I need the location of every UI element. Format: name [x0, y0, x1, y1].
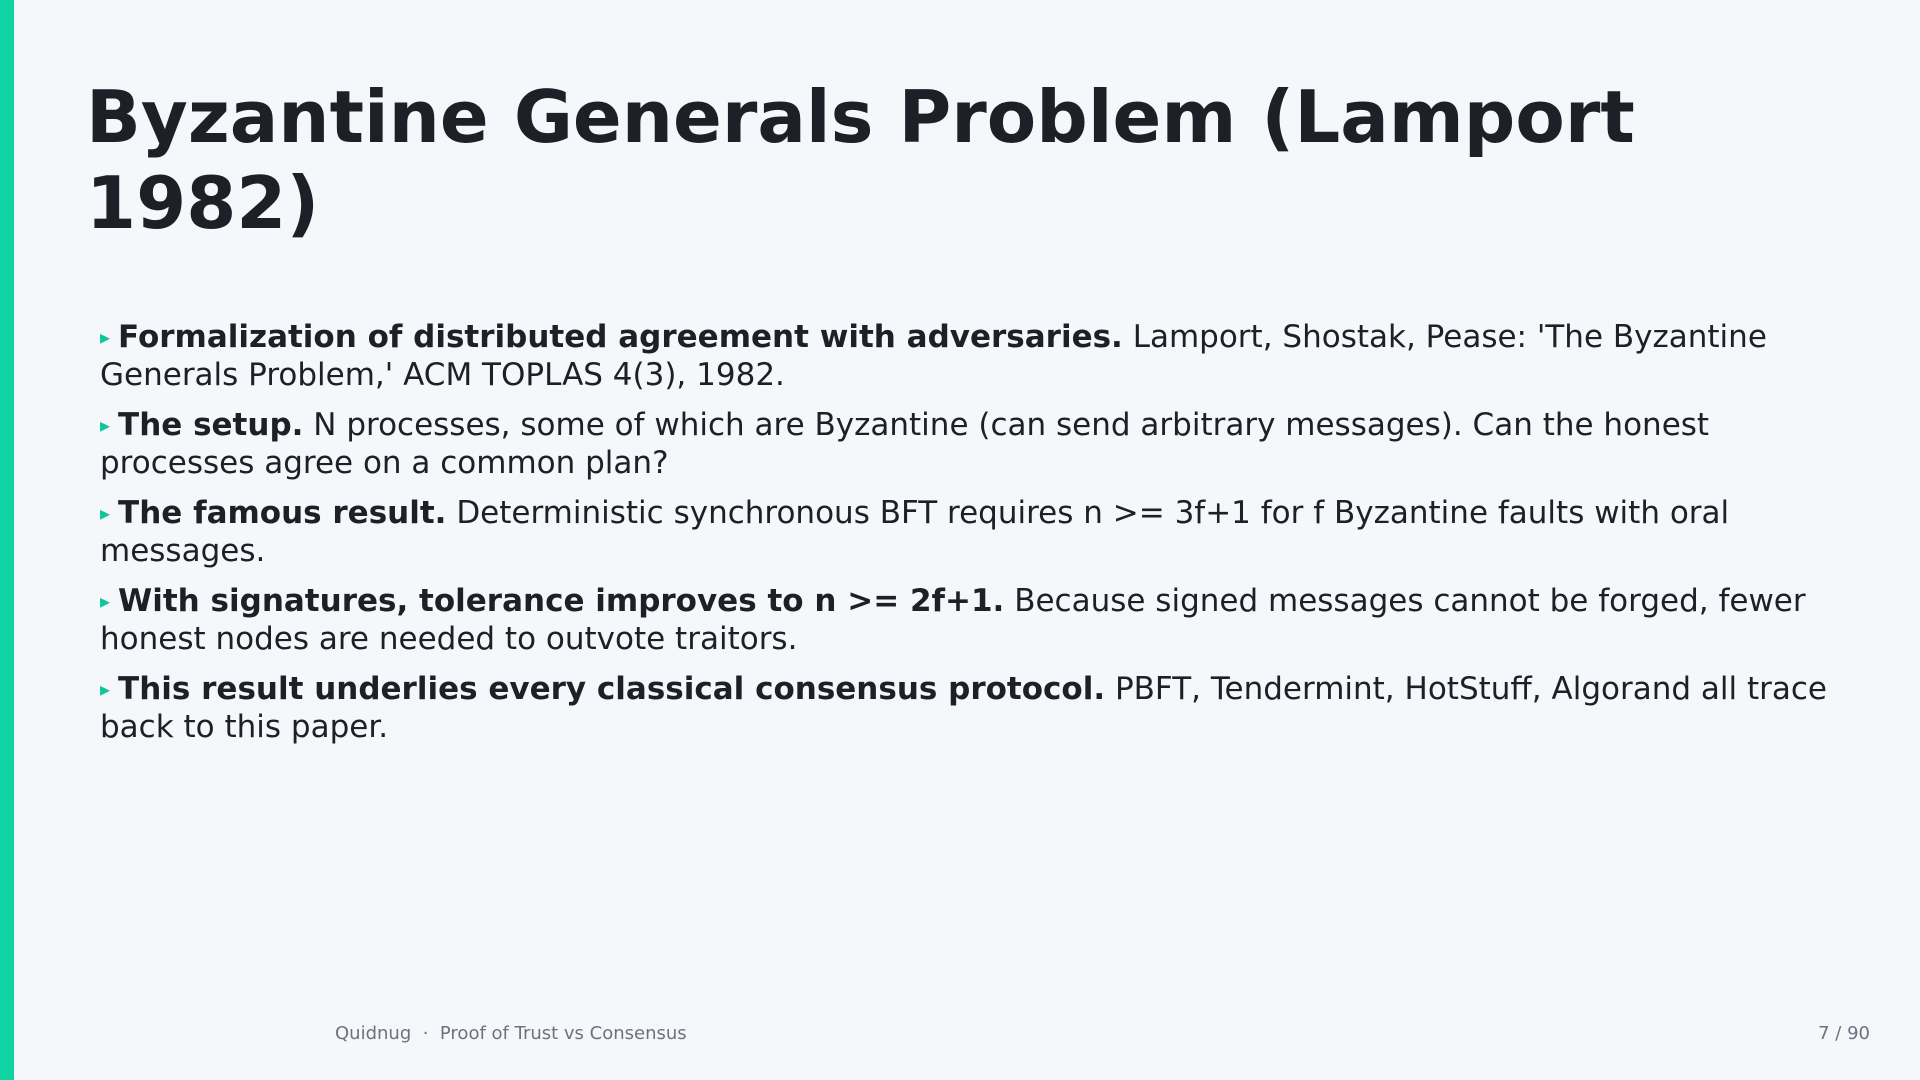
bullet-list: [100, 318, 1840, 758]
page-number: 7 / 90: [1818, 1023, 1870, 1044]
bullet-item: [100, 582, 1840, 658]
bullet-text: Because signed messages cannot be forged, fewer honest nodes are needed to outvote traitors.: [100, 583, 1806, 657]
triangle-bullet-icon: ▸: [100, 677, 111, 701]
footer-deck-info: [335, 1023, 687, 1044]
bullet-lead: With signatures, tolerance improves to n >= 2f+1.: [118, 583, 1005, 619]
footer-brand: Quidnug: [335, 1023, 412, 1044]
slide-title: Byzantine Generals Problem (Lamport 1982): [86, 75, 1635, 245]
bullet-text: PBFT, Tendermint, HotStuff, Algorand all trace back to this paper.: [100, 671, 1827, 745]
bullet-lead: The setup.: [118, 407, 304, 443]
bullet-item: [100, 406, 1840, 482]
bullet-item: [100, 494, 1840, 570]
triangle-bullet-icon: ▸: [100, 413, 111, 437]
bullet-item: [100, 670, 1840, 746]
bullet-lead: The famous result.: [118, 495, 447, 531]
triangle-bullet-icon: ▸: [100, 325, 111, 349]
bullet-item: [100, 318, 1840, 394]
bullet-text: Lamport, Shostak, Pease: 'The Byzantine Generals Problem,' ACM TOPLAS 4(3), 1982.: [100, 319, 1767, 393]
bullet-lead: This result underlies every classical consensus protocol.: [118, 671, 1106, 707]
accent-bar: [0, 0, 14, 1080]
footer-separator: ·: [422, 1023, 429, 1044]
bullet-text: Deterministic synchronous BFT requires n >= 3f+1 for f Byzantine faults with oral messages.: [100, 495, 1730, 569]
bullet-lead: Formalization of distributed agreement with adversaries.: [118, 319, 1123, 355]
triangle-bullet-icon: ▸: [100, 589, 111, 613]
bullet-text: N processes, some of which are Byzantine (can send arbitrary messages). Can the honest processes agree on a common plan?: [100, 407, 1710, 481]
triangle-bullet-icon: ▸: [100, 501, 111, 525]
footer-deck-title: Proof of Trust vs Consensus: [439, 1023, 687, 1044]
